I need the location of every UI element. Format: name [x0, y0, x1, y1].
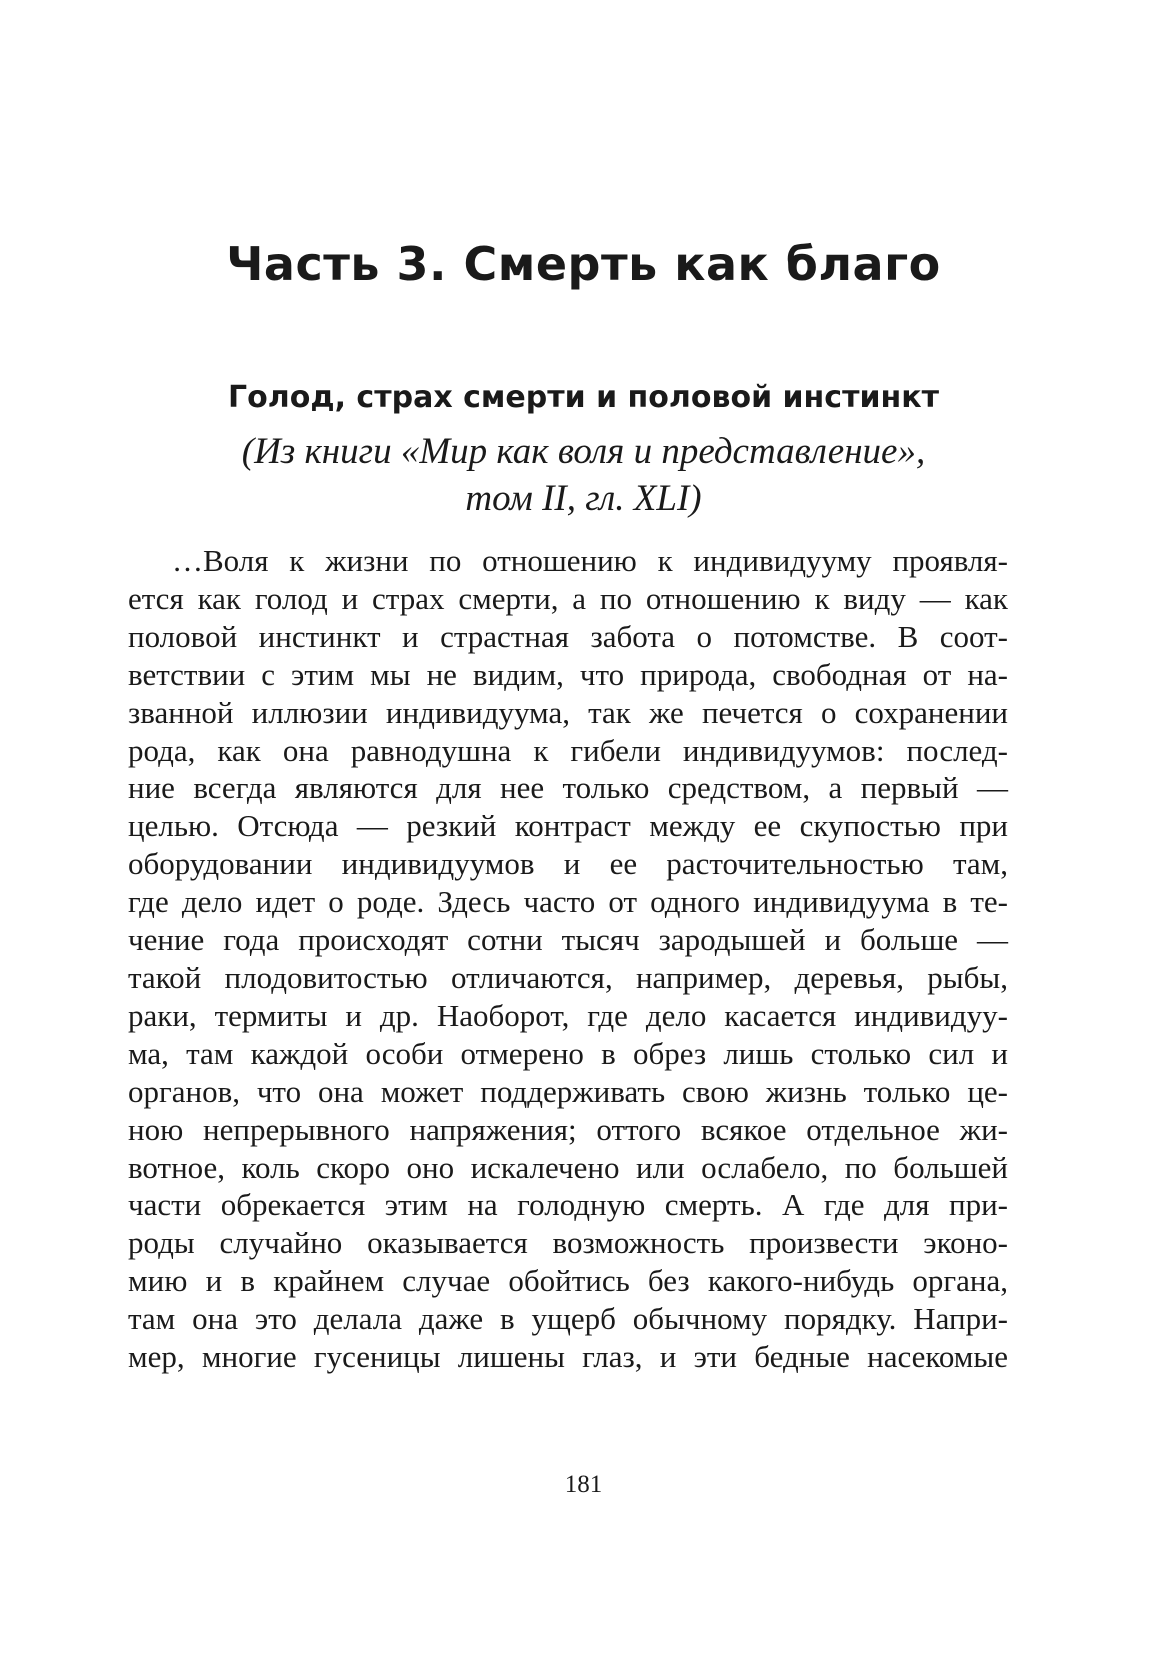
text-line: целью. Отсюда — резкий контраст между ее скупостью при [128, 808, 1008, 844]
text-line: части обрекается этим на голодную смерть. А где для при- [128, 1187, 1008, 1223]
text-line: оборудовании индивидуумов и ее расточительностью там, [128, 846, 1008, 882]
text-line: мию и в крайнем случае обойтись без какого-нибудь органа, [128, 1263, 1008, 1299]
text-line: такой плодовитостью отличаются, например, деревья, рыбы, [128, 959, 1008, 995]
section-title: Голод, страх смерти и половой инстинкт [228, 380, 939, 415]
part-title: Часть 3. Смерть как благо [226, 237, 941, 291]
text-line: там она это делала даже в ущерб обычному порядку. Напри- [128, 1301, 1008, 1337]
text-line: половой инстинкт и страстная забота о потомстве. В соот- [128, 618, 1008, 654]
text-line: …Воля к жизни по отношению к индивидууму проявля- [172, 543, 1008, 578]
text-line: чение года происходят сотни тысяч зародышей и больше — [128, 922, 1008, 958]
text-line: ется как голод и страх смерти, а по отношению к виду — как [128, 580, 1008, 616]
text-line: ние всегда являются для нее только средством, а первый — [128, 770, 1008, 806]
page-number: 181 [564, 1471, 603, 1498]
source-citation-line-1: (Из книги «Мир как воля и представление», [241, 431, 926, 472]
text-line: званной иллюзии индивидуума, так же печется о сохранении [128, 694, 1008, 730]
source-citation [0, 428, 1167, 522]
text-line: рода, как она равнодушна к гибели индивидуумов: послед- [128, 732, 1008, 768]
source-citation-line-2: том II, гл. XLI) [465, 478, 702, 519]
text-line: где дело идет о роде. Здесь часто от одного индивидуума в те- [128, 884, 1008, 920]
text-line: ма, там каждой особи отмерено в обрез лишь столько сил и [128, 1035, 1008, 1071]
text-line: органов, что она может поддерживать свою жизнь только це- [128, 1073, 1008, 1109]
text-line: ною непрерывного напряжения; оттого всякое отдельное жи- [128, 1111, 1008, 1147]
text-line: ветствии с этим мы не видим, что природа, свободная от на- [128, 656, 1008, 692]
body-paragraph [128, 542, 1008, 1376]
text-line: вотное, коль скоро оно искалечено или ослабело, по большей [128, 1149, 1008, 1185]
text-line: раки, термиты и др. Наоборот, где дело касается индивидуу- [128, 997, 1008, 1033]
text-line: мер, многие гусеницы лишены глаз, и эти бедные насекомые [128, 1339, 1008, 1375]
text-line: роды случайно оказывается возможность произвести эконо- [128, 1225, 1008, 1261]
